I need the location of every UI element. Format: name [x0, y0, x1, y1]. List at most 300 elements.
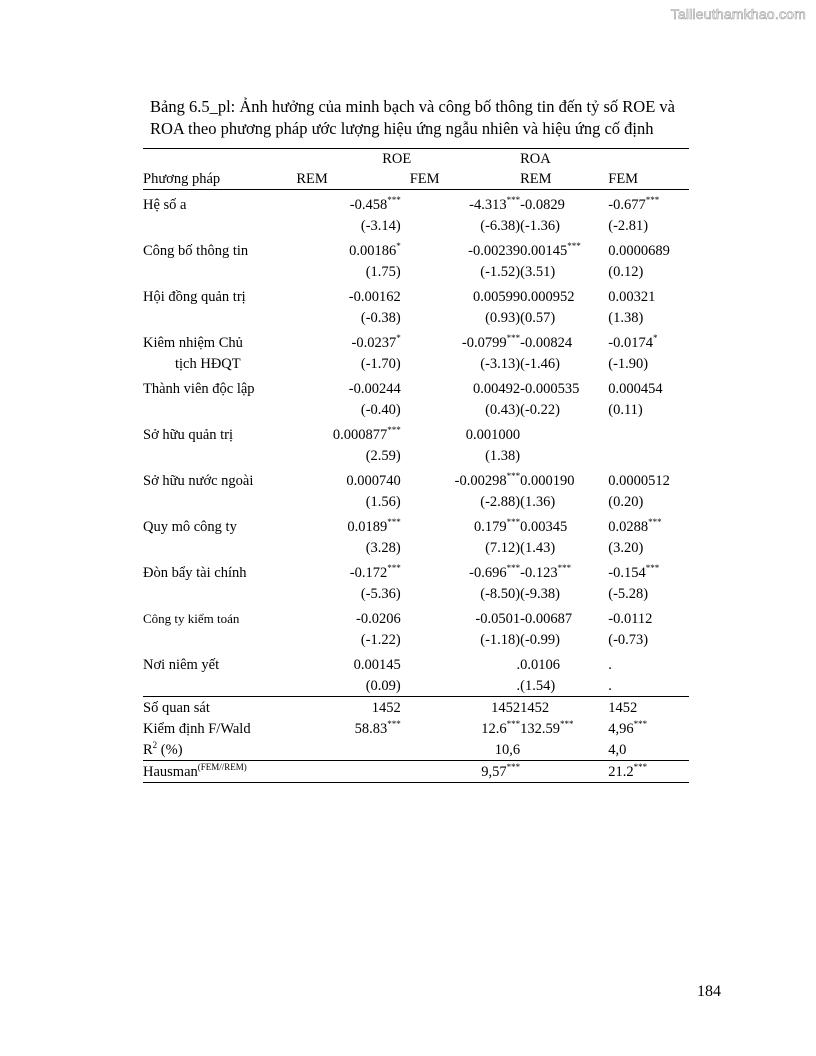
coef-cell [401, 190, 520, 216]
tstat-cell [608, 399, 689, 420]
coef-cell [520, 374, 608, 399]
significance-stars: *** [506, 762, 521, 772]
cell-value: 0.0000512 [608, 473, 670, 489]
regression-table [143, 148, 689, 783]
tstat-cell [608, 491, 689, 512]
cell-value: (-3.14) [360, 218, 401, 234]
row-label-text: Hệ số a [143, 197, 187, 213]
cell-value: 10,6 [494, 742, 521, 758]
cell-value: (-5.36) [360, 586, 401, 602]
tstat-row [143, 537, 689, 558]
stat-cell [293, 761, 400, 783]
cell-value: 0.0189 [347, 519, 388, 535]
tstat-cell [520, 629, 608, 650]
stat-label [143, 697, 293, 719]
header-roa: ROA [520, 149, 689, 170]
row-label [143, 282, 293, 307]
stat-row [143, 761, 689, 783]
cell-value: 21.2 [608, 764, 634, 780]
cell-value: (0.57) [520, 310, 556, 326]
tstat-cell [293, 307, 400, 328]
row-label-text: Sở hữu quản trị [143, 427, 234, 443]
stat-cell [401, 697, 520, 719]
row-label-cont [143, 583, 293, 604]
significance-stars: * [396, 333, 401, 343]
coef-cell [608, 558, 689, 583]
coef-row [143, 558, 689, 583]
cell-value: (1.56) [365, 494, 401, 510]
coef-cell [293, 466, 400, 491]
cell-value: -0.0829 [520, 197, 565, 213]
significance-stars: *** [645, 563, 660, 573]
tstat-cell [520, 261, 608, 282]
cell-value: (1.36) [520, 494, 556, 510]
significance-stars: * [396, 241, 401, 251]
coef-row [143, 512, 689, 537]
tstat-row [143, 399, 689, 420]
cell-value: (-8.50) [480, 586, 521, 602]
cell-value: 1452 [520, 700, 550, 716]
row-label-text: Sở hữu nước ngoài [143, 473, 254, 489]
cell-value: 58.83 [354, 721, 388, 737]
row-label [143, 650, 293, 675]
coef-cell [608, 650, 689, 675]
stat-cell [293, 697, 400, 719]
coef-cell [293, 282, 400, 307]
cell-value: 9,57 [481, 764, 507, 780]
row-label-text: Quy mô công ty [143, 519, 237, 535]
tstat-cell [520, 215, 608, 236]
tstat-cell [293, 399, 400, 420]
tstat-cell [608, 353, 689, 374]
cell-value: -0.00239 [468, 243, 521, 259]
cell-value: (1.75) [365, 264, 401, 280]
coef-cell [401, 558, 520, 583]
cell-value: (-6.38) [480, 218, 521, 234]
cell-value: 0.00345 [520, 519, 568, 535]
coef-cell [293, 236, 400, 261]
tstat-cell [401, 307, 520, 328]
row-label-cont [143, 675, 293, 697]
header-roe-fem: FEM [401, 169, 520, 190]
significance-stars: *** [567, 241, 581, 251]
row-label-text: Công ty kiểm toán [143, 611, 240, 626]
stat-row [143, 697, 689, 719]
coef-cell [293, 558, 400, 583]
cell-value: (1.43) [520, 540, 556, 556]
cell-value: -0.0237 [351, 335, 397, 351]
cell-value: -0.00298 [454, 473, 507, 489]
cell-value: (-1.70) [360, 356, 401, 372]
cell-value: (-1.46) [520, 356, 560, 372]
significance-stars: *** [387, 195, 401, 205]
cell-value: 0.0288 [608, 519, 649, 535]
group-header-row [143, 149, 689, 170]
coef-cell [293, 190, 400, 216]
stat-label-suffix: (%) [157, 742, 183, 758]
cell-value: -0.0799 [461, 335, 507, 351]
row-label [143, 466, 293, 491]
cell-value: 4,96 [608, 721, 634, 737]
tstat-cell [608, 629, 689, 650]
header-roe: ROE [293, 149, 520, 170]
cell-value: (-1.18) [480, 632, 521, 648]
tstat-cell [608, 215, 689, 236]
stat-label-sup: (FEM//REM) [197, 762, 247, 772]
tstat-cell [608, 583, 689, 604]
cell-value: (2.59) [365, 448, 401, 464]
coef-cell [401, 282, 520, 307]
cell-value: (-0.22) [520, 402, 560, 418]
cell-value: -0.154 [608, 565, 646, 581]
tstat-cell [520, 353, 608, 374]
coef-cell [401, 374, 520, 399]
stat-cell [293, 718, 400, 739]
tstat-cell [293, 675, 400, 697]
coef-cell [520, 650, 608, 675]
cell-value: (3.20) [608, 540, 644, 556]
cell-value: 1452 [491, 700, 521, 716]
cell-value: -0.0501 [475, 611, 521, 627]
tstat-cell [293, 261, 400, 282]
cell-value: -0.00687 [520, 611, 573, 627]
coef-cell [401, 604, 520, 629]
significance-stars: *** [506, 471, 521, 481]
cell-value: -0.00244 [348, 381, 401, 397]
tstat-row [143, 307, 689, 328]
cell-value: -0.00162 [348, 289, 401, 305]
tstat-cell [401, 537, 520, 558]
cell-value: (0.20) [608, 494, 644, 510]
header-roa-fem: FEM [608, 169, 689, 190]
row-label-text: Kiêm nhiệm Chủ [143, 335, 243, 351]
tstat-row [143, 353, 689, 374]
significance-stars: *** [387, 719, 401, 729]
tstat-row [143, 445, 689, 466]
header-roe-rem: REM [293, 169, 400, 190]
row-label-cont [143, 353, 293, 374]
row-label-text: Đòn bẩy tài chính [143, 565, 247, 581]
cell-value: (0.09) [365, 678, 401, 694]
significance-stars: *** [387, 563, 401, 573]
row-label [143, 374, 293, 399]
stat-label-text: Hausman [143, 764, 198, 780]
watermark: Tailieuthamkhao.com [670, 6, 806, 22]
stat-cell [401, 739, 520, 761]
stat-cell [520, 761, 608, 783]
cell-value: -0.00824 [520, 335, 573, 351]
stat-label [143, 739, 293, 761]
coef-cell [608, 420, 689, 445]
cell-value: 0.000952 [520, 289, 575, 305]
coef-cell [520, 466, 608, 491]
tstat-cell [608, 261, 689, 282]
stat-cell [608, 697, 689, 719]
sub-header-row [143, 169, 689, 190]
tstat-cell [293, 445, 400, 466]
tstat-cell [608, 307, 689, 328]
tstat-cell [520, 675, 608, 697]
row-label-text: Thành viên độc lập [143, 381, 255, 397]
significance-stars: *** [633, 719, 648, 729]
significance-stars: *** [557, 563, 572, 573]
coef-cell [608, 374, 689, 399]
row-label-text: Công bố thông tin [143, 243, 249, 259]
tstat-cell [401, 353, 520, 374]
method-label: Phương pháp [143, 169, 293, 190]
stat-row [143, 718, 689, 739]
cell-value: (-0.99) [520, 632, 560, 648]
coef-cell [608, 236, 689, 261]
tstat-cell [401, 675, 520, 697]
row-label [143, 328, 293, 353]
significance-stars: * [652, 333, 658, 343]
tstat-cell [520, 307, 608, 328]
cell-value: (-9.38) [520, 586, 560, 602]
row-label-text: Hội đồng quản trị [143, 289, 246, 305]
cell-value: (-0.38) [360, 310, 401, 326]
coef-cell [608, 328, 689, 353]
stat-cell [520, 697, 608, 719]
coef-row [143, 650, 689, 675]
tstat-cell [520, 537, 608, 558]
cell-value: . [516, 657, 521, 673]
row-label-text-2: tịch HĐQT [175, 356, 241, 372]
coef-cell [293, 604, 400, 629]
row-label-cont [143, 445, 293, 466]
stat-cell [608, 739, 689, 761]
coef-cell [401, 650, 520, 675]
page-number: 184 [697, 983, 721, 1000]
cell-value: . [516, 678, 521, 694]
row-label-cont [143, 629, 293, 650]
cell-value: 132.59 [520, 721, 560, 737]
stat-cell [608, 761, 689, 783]
cell-value: -0.0174 [608, 335, 653, 351]
cell-value: (1.38) [608, 310, 644, 326]
coef-cell [401, 420, 520, 445]
cell-value: (-0.40) [360, 402, 401, 418]
cell-value: 0.000877 [332, 427, 388, 443]
cell-value: -0.0206 [356, 611, 401, 627]
coef-cell [520, 558, 608, 583]
stat-label [143, 761, 293, 783]
row-label [143, 558, 293, 583]
tstat-cell [608, 537, 689, 558]
tstat-cell [608, 445, 689, 466]
tstat-cell [401, 583, 520, 604]
coef-cell [293, 512, 400, 537]
cell-value: 0.00599 [472, 289, 521, 305]
header-roa-rem: REM [520, 169, 608, 190]
cell-value: (-2.88) [480, 494, 521, 510]
coef-row [143, 282, 689, 307]
cell-value: -0.677 [608, 197, 646, 213]
cell-value: 0.00145 [520, 243, 568, 259]
significance-stars: *** [648, 517, 662, 527]
coef-cell [520, 604, 608, 629]
cell-value: . [608, 678, 612, 694]
coef-row [143, 466, 689, 491]
significance-stars: *** [506, 719, 521, 729]
significance-stars: *** [387, 425, 401, 435]
row-label-text: Nơi niêm yết [143, 657, 220, 673]
coef-cell [293, 374, 400, 399]
cell-value: 1452 [608, 700, 638, 716]
coef-cell [293, 650, 400, 675]
coef-cell [608, 190, 689, 216]
row-label-cont [143, 307, 293, 328]
stat-row [143, 739, 689, 761]
coef-cell [608, 466, 689, 491]
coef-row [143, 420, 689, 445]
cell-value: 0.179 [473, 519, 507, 535]
coef-cell [520, 512, 608, 537]
cell-value: 0.00321 [608, 289, 656, 305]
cell-value: (1.54) [520, 678, 556, 694]
cell-value: 1452 [371, 700, 401, 716]
tstat-row [143, 491, 689, 512]
cell-value: (0.11) [608, 402, 643, 418]
cell-value: (-1.90) [608, 356, 649, 372]
stat-label-text: Kiểm định F/Wald [143, 721, 251, 737]
tstat-cell [520, 399, 608, 420]
cell-value: -0.0112 [608, 611, 653, 627]
cell-value: 0.00492 [472, 381, 521, 397]
cell-value: (-1.22) [360, 632, 401, 648]
coef-cell [520, 282, 608, 307]
tstat-cell [293, 215, 400, 236]
significance-stars: *** [559, 719, 574, 729]
stat-cell [520, 739, 608, 761]
cell-value: -0.458 [349, 197, 388, 213]
cell-value: -4.313 [469, 197, 507, 213]
significance-stars: *** [506, 517, 521, 527]
cell-value: 0.00145 [353, 657, 401, 673]
row-label [143, 190, 293, 216]
cell-value: (0.43) [485, 402, 521, 418]
cell-value: 0.000454 [608, 381, 663, 397]
tstat-cell [401, 445, 520, 466]
row-label-cont [143, 261, 293, 282]
stat-cell [608, 718, 689, 739]
cell-value: 0.00186 [349, 243, 397, 259]
tstat-cell [520, 445, 608, 466]
significance-stars: *** [506, 333, 521, 343]
coef-cell [520, 236, 608, 261]
coef-row [143, 328, 689, 353]
cell-value: (0.93) [485, 310, 521, 326]
row-label-cont [143, 399, 293, 420]
cell-value: (-0.73) [608, 632, 649, 648]
coef-row [143, 374, 689, 399]
cell-value: 0.000190 [520, 473, 575, 489]
tstat-row [143, 261, 689, 282]
coef-cell [401, 328, 520, 353]
row-label-cont [143, 537, 293, 558]
cell-value: 0.000740 [346, 473, 401, 489]
tstat-cell [293, 491, 400, 512]
cell-value: 0.0000689 [608, 243, 670, 259]
stat-label-sup: 2 [152, 740, 158, 750]
cell-value: (3.51) [520, 264, 556, 280]
tstat-cell [401, 491, 520, 512]
cell-value: (7.12) [485, 540, 521, 556]
cell-value: (-2.81) [608, 218, 649, 234]
coef-cell [608, 604, 689, 629]
cell-value: -0.123 [520, 565, 558, 581]
coef-cell [608, 512, 689, 537]
row-label [143, 420, 293, 445]
cell-value: (-1.52) [480, 264, 521, 280]
significance-stars: *** [506, 563, 521, 573]
stat-cell [293, 739, 400, 761]
coef-cell [401, 466, 520, 491]
table-caption: Bảng 6.5_pl: Ảnh hưởng của minh bạch và công bố thông tin đến tỷ số ROE và ROA theo phương pháp ước lượng hiệu ứng ngẫu nhiên và hiệu ứng cố định [150, 97, 675, 138]
cell-value: (-3.13) [480, 356, 521, 372]
tstat-cell [293, 537, 400, 558]
tstat-row [143, 583, 689, 604]
tstat-cell [608, 675, 689, 697]
tstat-cell [520, 491, 608, 512]
coef-cell [520, 328, 608, 353]
coef-cell [293, 420, 400, 445]
tstat-cell [520, 583, 608, 604]
cell-value: -0.172 [349, 565, 388, 581]
row-label [143, 236, 293, 261]
cell-value: (1.38) [485, 448, 521, 464]
tstat-row [143, 629, 689, 650]
cell-value: -0.696 [469, 565, 507, 581]
coef-row [143, 604, 689, 629]
tstat-cell [401, 261, 520, 282]
stat-cell [401, 718, 520, 739]
stat-label-text: R [143, 742, 153, 758]
tstat-row [143, 675, 689, 697]
cell-value: 4,0 [608, 742, 627, 758]
tstat-cell [401, 215, 520, 236]
tstat-cell [293, 353, 400, 374]
tstat-cell [401, 629, 520, 650]
tstat-cell [401, 399, 520, 420]
tstat-cell [293, 583, 400, 604]
row-label [143, 512, 293, 537]
cell-value: 0.001000 [465, 427, 521, 443]
cell-value: (-5.28) [608, 586, 649, 602]
significance-stars: *** [387, 517, 401, 527]
significance-stars: *** [633, 762, 648, 772]
row-label-cont [143, 215, 293, 236]
stat-cell [401, 761, 520, 783]
coef-row [143, 236, 689, 261]
significance-stars: *** [506, 195, 521, 205]
coef-cell [401, 512, 520, 537]
stat-cell [520, 718, 608, 739]
tstat-row [143, 215, 689, 236]
cell-value: (-1.36) [520, 218, 560, 234]
tstat-cell [293, 629, 400, 650]
coef-cell [520, 190, 608, 216]
cell-value: -0.000535 [520, 381, 580, 397]
coef-cell [401, 236, 520, 261]
coef-cell [520, 420, 608, 445]
coef-cell [608, 282, 689, 307]
row-label [143, 604, 293, 629]
cell-value: 12.6 [481, 721, 507, 737]
stat-label-text: Số quan sát [143, 700, 210, 716]
cell-value: . [608, 657, 612, 673]
row-label-cont [143, 491, 293, 512]
